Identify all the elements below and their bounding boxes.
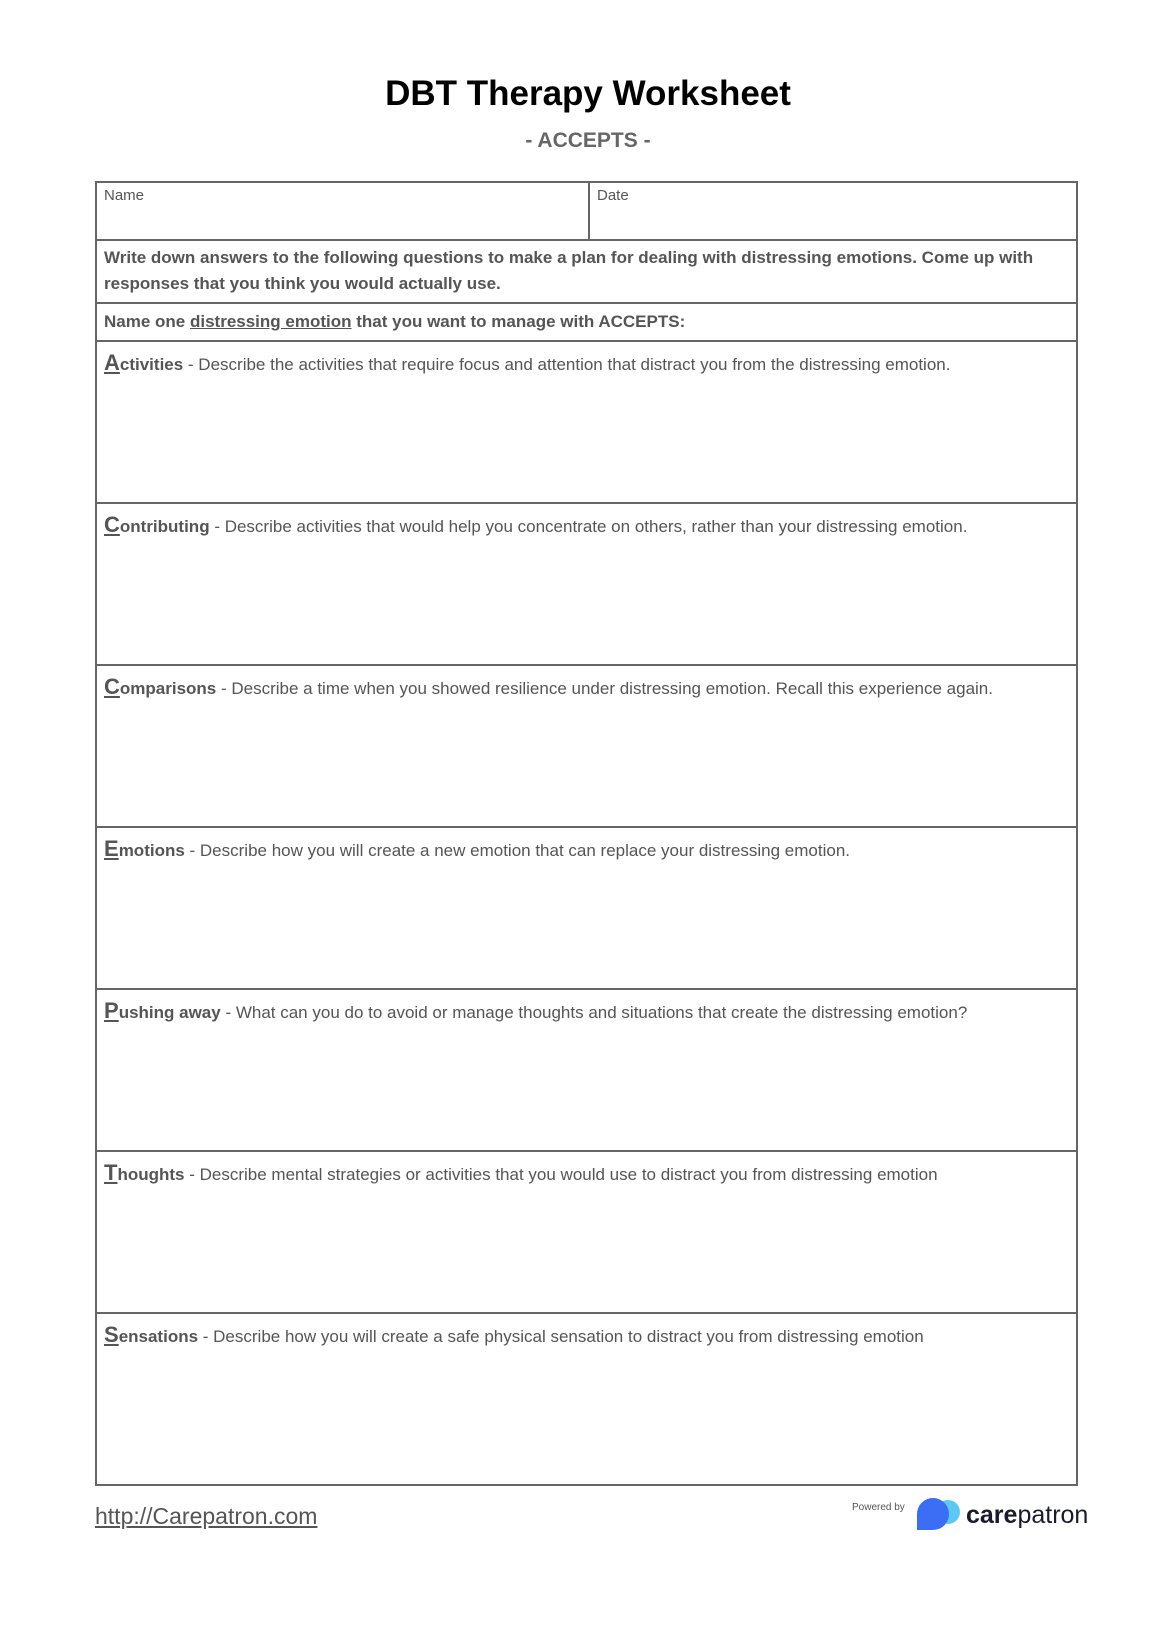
section-letter: C [104,674,120,699]
section-pushing-away[interactable] [97,988,1076,1150]
emotion-prompt-link: distressing emotion [189,312,352,331]
section-heading [104,512,1070,538]
section-heading [104,1322,1070,1348]
emotion-prompt-row[interactable] [97,302,1076,340]
section-heading [104,998,1070,1024]
section-description: - Describe how you will create a new emotion that can replace your distressing emotion. [184,841,851,860]
section-letter: A [104,350,120,375]
carepatron-wordmark [966,1501,1088,1530]
section-description: - Describe the activities that require focus and attention that distract you from the distressing emotion. [183,355,951,374]
page-subtitle: - ACCEPTS - [525,129,651,152]
emotion-prompt-post: that you want to manage with ACCEPTS: [351,312,686,331]
section-title: omparisons [119,679,217,698]
section-contributing[interactable] [97,502,1076,664]
carepatron-logo[interactable] [915,1498,1089,1534]
section-sensations[interactable] [97,1312,1076,1484]
section-description: - Describe activities that would help you concentrate on others, rather than your distressing emotion. [209,517,968,536]
section-description: - Describe mental strategies or activities that you would use to distract you from distressing emotion [184,1165,938,1184]
name-label: Name [104,187,145,204]
page-title: DBT Therapy Worksheet [385,74,791,113]
section-description: - What can you do to avoid or manage thoughts and situations that create the distressing emotion? [220,1003,968,1022]
emotion-prompt [104,312,685,332]
section-heading [104,836,1070,862]
worksheet-table [95,181,1078,1486]
date-field[interactable] [588,183,1076,239]
logo-bold-text: care [966,1501,1018,1529]
section-activities[interactable] [97,340,1076,502]
section-title: houghts [117,1165,185,1184]
section-heading [104,674,1070,700]
carepatron-logo-icon [915,1498,965,1534]
section-comparisons[interactable] [97,664,1076,826]
section-letter: P [104,998,119,1023]
section-description: - Describe how you will create a safe physical sensation to distract you from distressing emotion [198,1327,924,1346]
section-title: ushing away [118,1003,221,1022]
section-title: ontributing [119,517,210,536]
section-title: ctivities [119,355,184,374]
section-description: - Describe a time when you showed resilience under distressing emotion. Recall this experience again. [216,679,993,698]
section-letter: T [104,1160,118,1185]
instruction-row [97,239,1076,302]
section-emotions[interactable] [97,826,1076,988]
logo-light-text: patron [1017,1501,1089,1529]
section-title: ensations [118,1327,199,1346]
emotion-prompt-pre: Name one [104,312,190,331]
section-heading [104,350,1070,376]
carepatron-link[interactable]: http://Carepatron.com [95,1503,318,1529]
section-letter: S [104,1322,119,1347]
section-title: motions [118,841,185,860]
date-label: Date [597,187,629,204]
section-letter: E [104,836,119,861]
instruction-text: Write down answers to the following questions to make a plan for dealing with distressing emotions. Come up with responses that you think you would actually use. [104,248,1034,293]
name-field[interactable] [97,183,588,239]
name-date-row [97,183,1076,239]
section-heading [104,1160,1070,1186]
powered-by-label: Powered by [852,1502,905,1513]
section-thoughts[interactable] [97,1150,1076,1312]
section-letter: C [104,512,120,537]
